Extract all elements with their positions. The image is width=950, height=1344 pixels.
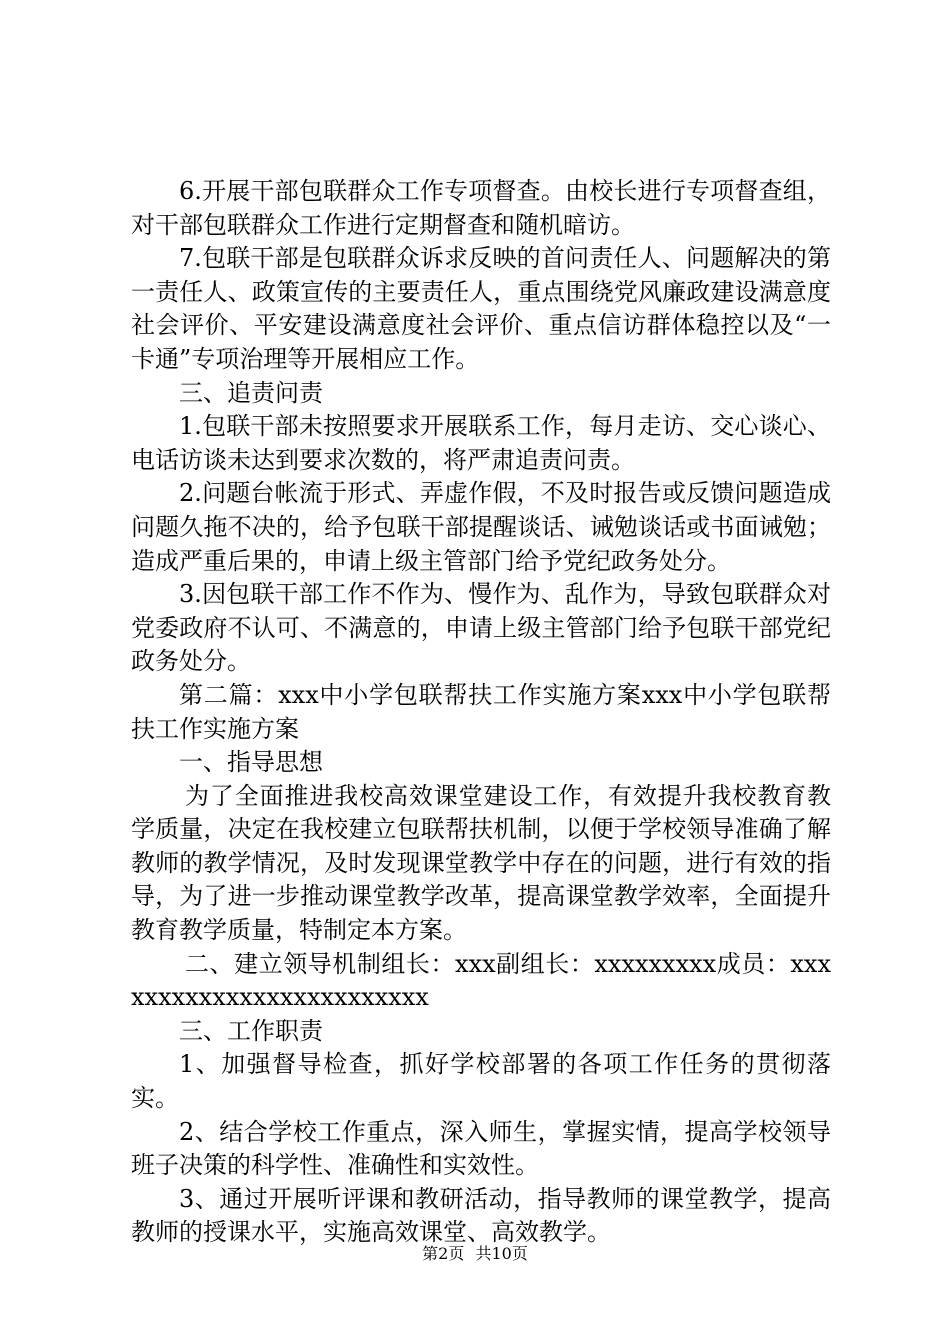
paragraph-leadership-mechanism: 二、建立领导机制组长：xxx副组长：xxxxxxxxx成员：xxxxxxxxxxxxxxxxxxxxxxxxx — [131, 949, 831, 1012]
section-heading-guiding-thought: 一、指导思想 — [179, 748, 323, 777]
page-number: 第2页 — [422, 1244, 465, 1263]
page-footer — [0, 1244, 950, 1264]
paragraph-accountability-3: 3.因包联干部工作不作为、慢作为、乱作为，导致包联群众对党委政府不认可、不满意的，申请上级主管部门给予包联干部党纪政务处分。 — [131, 580, 831, 676]
paragraph-duty-3: 3、通过开展听评课和教研活动，指导教师的课堂教学，提高教师的授课水平，实施高效课堂、高效教学。 — [131, 1184, 831, 1247]
paragraph-duty-2: 2、结合学校工作重点，深入师生，掌握实情，提高学校领导班子决策的科学性、准确性和实效性。 — [131, 1117, 831, 1180]
section-heading-duties: 三、工作职责 — [179, 1016, 323, 1045]
paragraph-accountability-1: 1.包联干部未按照要求开展联系工作，每月走访、交心谈心、电话访谈未达到要求次数的，将严肃追责问责。 — [131, 412, 831, 474]
document-body — [131, 175, 831, 1250]
paragraph-duty-1: 1、加强督导检查，抓好学校部署的各项工作任务的贯彻落实。 — [131, 1050, 831, 1113]
paragraph-guiding-thought: 为了全面推进我校高效课堂建设工作，有效提升我校教育教学质量，决定在我校建立包联帮扶机制，以便于学校领导准确了解教师的教学情况，及时发现课堂教学中存在的问题，进行有效的指导，为了进一步推动课堂教学改革，提高课堂教学效率，全面提升教育教学质量，特制定本方案。 — [131, 781, 831, 945]
paragraph-item-6: 6.开展干部包联群众工作专项督查。由校长进行专项督查组，对干部包联群众工作进行定期督查和随机暗访。 — [131, 177, 831, 239]
chapter-title-second: 第二篇：xxx中小学包联帮扶工作实施方案xxx中小学包联帮扶工作实施方案 — [131, 680, 831, 743]
paragraph-accountability-2: 2.问题台帐流于形式、弄虚作假，不及时报告或反馈问题造成问题久拖不决的，给予包联干部提醒谈话、诫勉谈话或书面诫勉；造成严重后果的，申请上级主管部门给予党纪政务处分。 — [131, 479, 831, 575]
page-total: 共10页 — [475, 1244, 528, 1263]
section-heading-accountability: 三、追责问责 — [179, 378, 323, 407]
paragraph-item-7: 7.包联干部是包联群众诉求反映的首问责任人、问题解决的第一责任人、政策宣传的主要责任人，重点围绕党风廉政建设满意度社会评价、平安建设满意度社会评价、重点信访群体稳控以及“一卡通”专项治理等开展相应工作。 — [131, 244, 831, 373]
